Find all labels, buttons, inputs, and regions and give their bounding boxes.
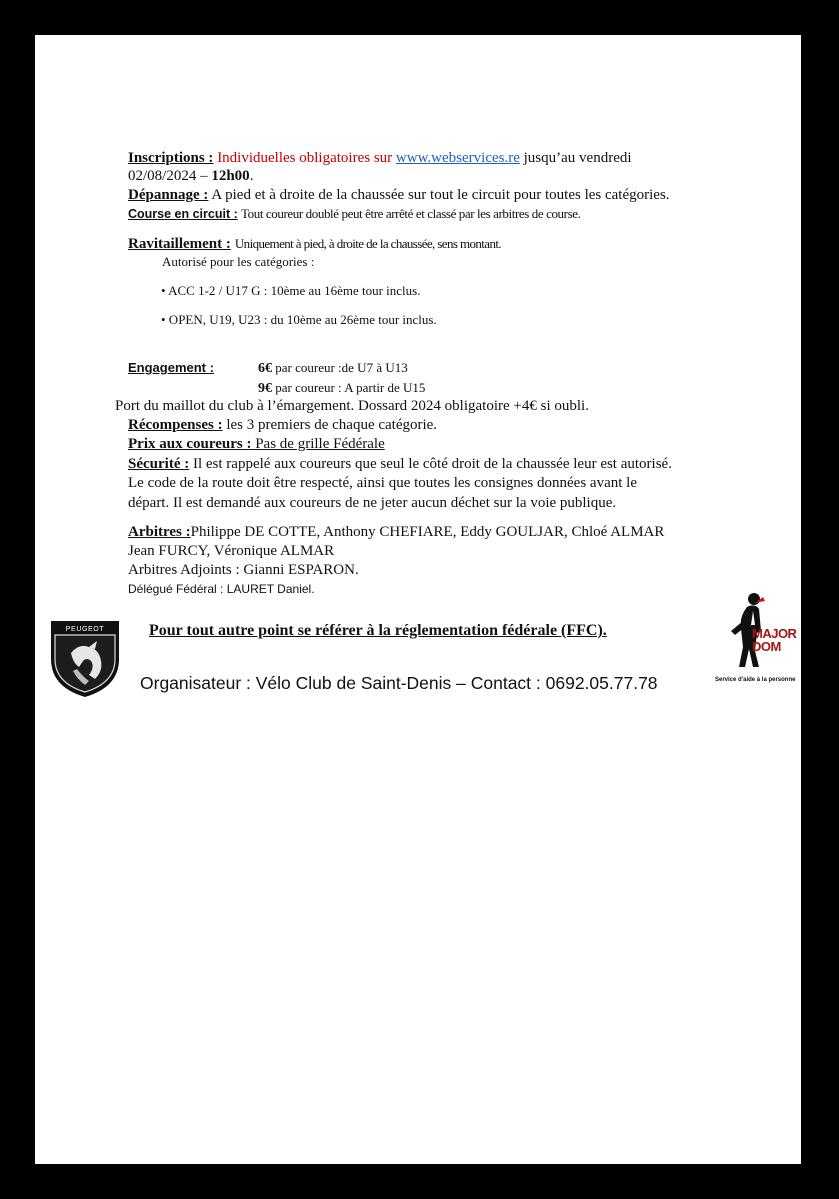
inscriptions-date-line [128,168,253,185]
depannage-label: Dépannage : [128,187,209,203]
peugeot-shield-icon [49,619,121,699]
majordom-logo [713,591,801,687]
document-page [35,35,801,1164]
securite-line-2: Le code de la route doit être respecté, ainsi que toutes les consignes données avant le [128,475,637,491]
prix-text: Pas de grille Fédérale [255,436,385,452]
arbitres-adjoints: Arbitres Adjoints : Gianni ESPARON. [128,562,359,578]
arbitres-line-2: Jean FURCY, Véronique ALMAR [128,543,335,559]
course-circuit-text: Tout coureur doublé peut être arrêté et classé par les arbitres de course. [241,206,581,221]
inscriptions-end: . [249,168,254,184]
arbitres-text-1: Philippe DE COTTE, Anthony CHEFIARE, Eddy GOULJAR, Chloé ALMAR [190,524,665,540]
securite-text-1: Il est rappelé aux coureurs que seul le côté droit de la chaussée leur est autorisé. [192,456,672,472]
ravitaillement-label: Ravitaillement : [128,236,231,252]
engagement-text-1: par coureur :de U7 à U13 [275,360,408,375]
ravitaillement-line [128,235,501,253]
peugeot-logo [49,619,121,704]
engagement-text-2: par coureur : A partir de U15 [275,380,426,395]
recompenses-text: les 3 premiers de chaque catégorie. [226,417,438,433]
recompenses-label: Récompenses : [128,417,223,433]
reglementation-notice: Pour tout autre point se référer à la réglementation fédérale (FFC). [149,622,607,639]
inscriptions-date: 02/08/2024 – [128,168,208,184]
engagement-line-2 [258,380,425,397]
recompenses-line [128,417,437,434]
ravitaillement-authorized: Autorisé pour les catégories : [162,254,315,269]
prix-line [128,436,385,453]
peugeot-wordmark: PEUGEOT [65,626,105,633]
arbitres-label: Arbitres : [128,524,191,540]
delegue-federal: Délégué Fédéral : LAURET Daniel. [128,582,315,596]
inscriptions-after: jusqu’au vendredi [523,150,632,166]
securite-line-3: départ. Il est demandé aux coureurs de ne jeter aucun déchet sur la voie publique. [128,495,617,511]
inscriptions-text: Individuelles obligatoires sur [217,150,393,166]
inscriptions-label: Inscriptions : [128,150,214,166]
majordom-name-1: MAJOR [752,626,797,641]
course-circuit-line [128,206,580,222]
ravitaillement-item: • OPEN, U19, U23 : du 10ème au 26ème tour inclus. [161,312,437,327]
arbitres-line-1 [128,524,664,541]
ravitaillement-item: • ACC 1-2 / U17 G : 10ème au 16ème tour inclus. [161,283,421,298]
depannage-text: A pied et à droite de la chaussée sur tout le circuit pour toutes les catégories. [211,187,670,203]
securite-line-1 [128,456,672,473]
engagement-amount-2: 9€ [258,381,272,396]
majordom-name-2: DOM [752,639,781,654]
inscriptions-time: 12h00 [211,168,250,184]
engagement-line-1 [258,360,408,377]
maillot-line: Port du maillot du club à l’émargement. Dossard 2024 obligatoire +4€ si oubli. [115,398,589,414]
ravitaillement-text: Uniquement à pied, à droite de la chaussée, sens montant. [234,236,502,251]
securite-label: Sécurité : [128,456,190,472]
majordom-tagline: Service d'aide à la personne [715,677,796,683]
course-circuit-label: Course en circuit : [128,207,238,221]
inscriptions-line [128,150,632,167]
engagement-label: Engagement : [128,360,214,375]
engagement-amount-1: 6€ [258,361,272,376]
prix-label: Prix aux coureurs : [128,436,252,452]
depannage-line [128,187,670,204]
organisateur-contact: Organisateur : Vélo Club de Saint-Denis – Contact : 0692.05.77.78 [140,673,658,693]
webservices-link[interactable]: www.webservices.re [395,150,520,166]
